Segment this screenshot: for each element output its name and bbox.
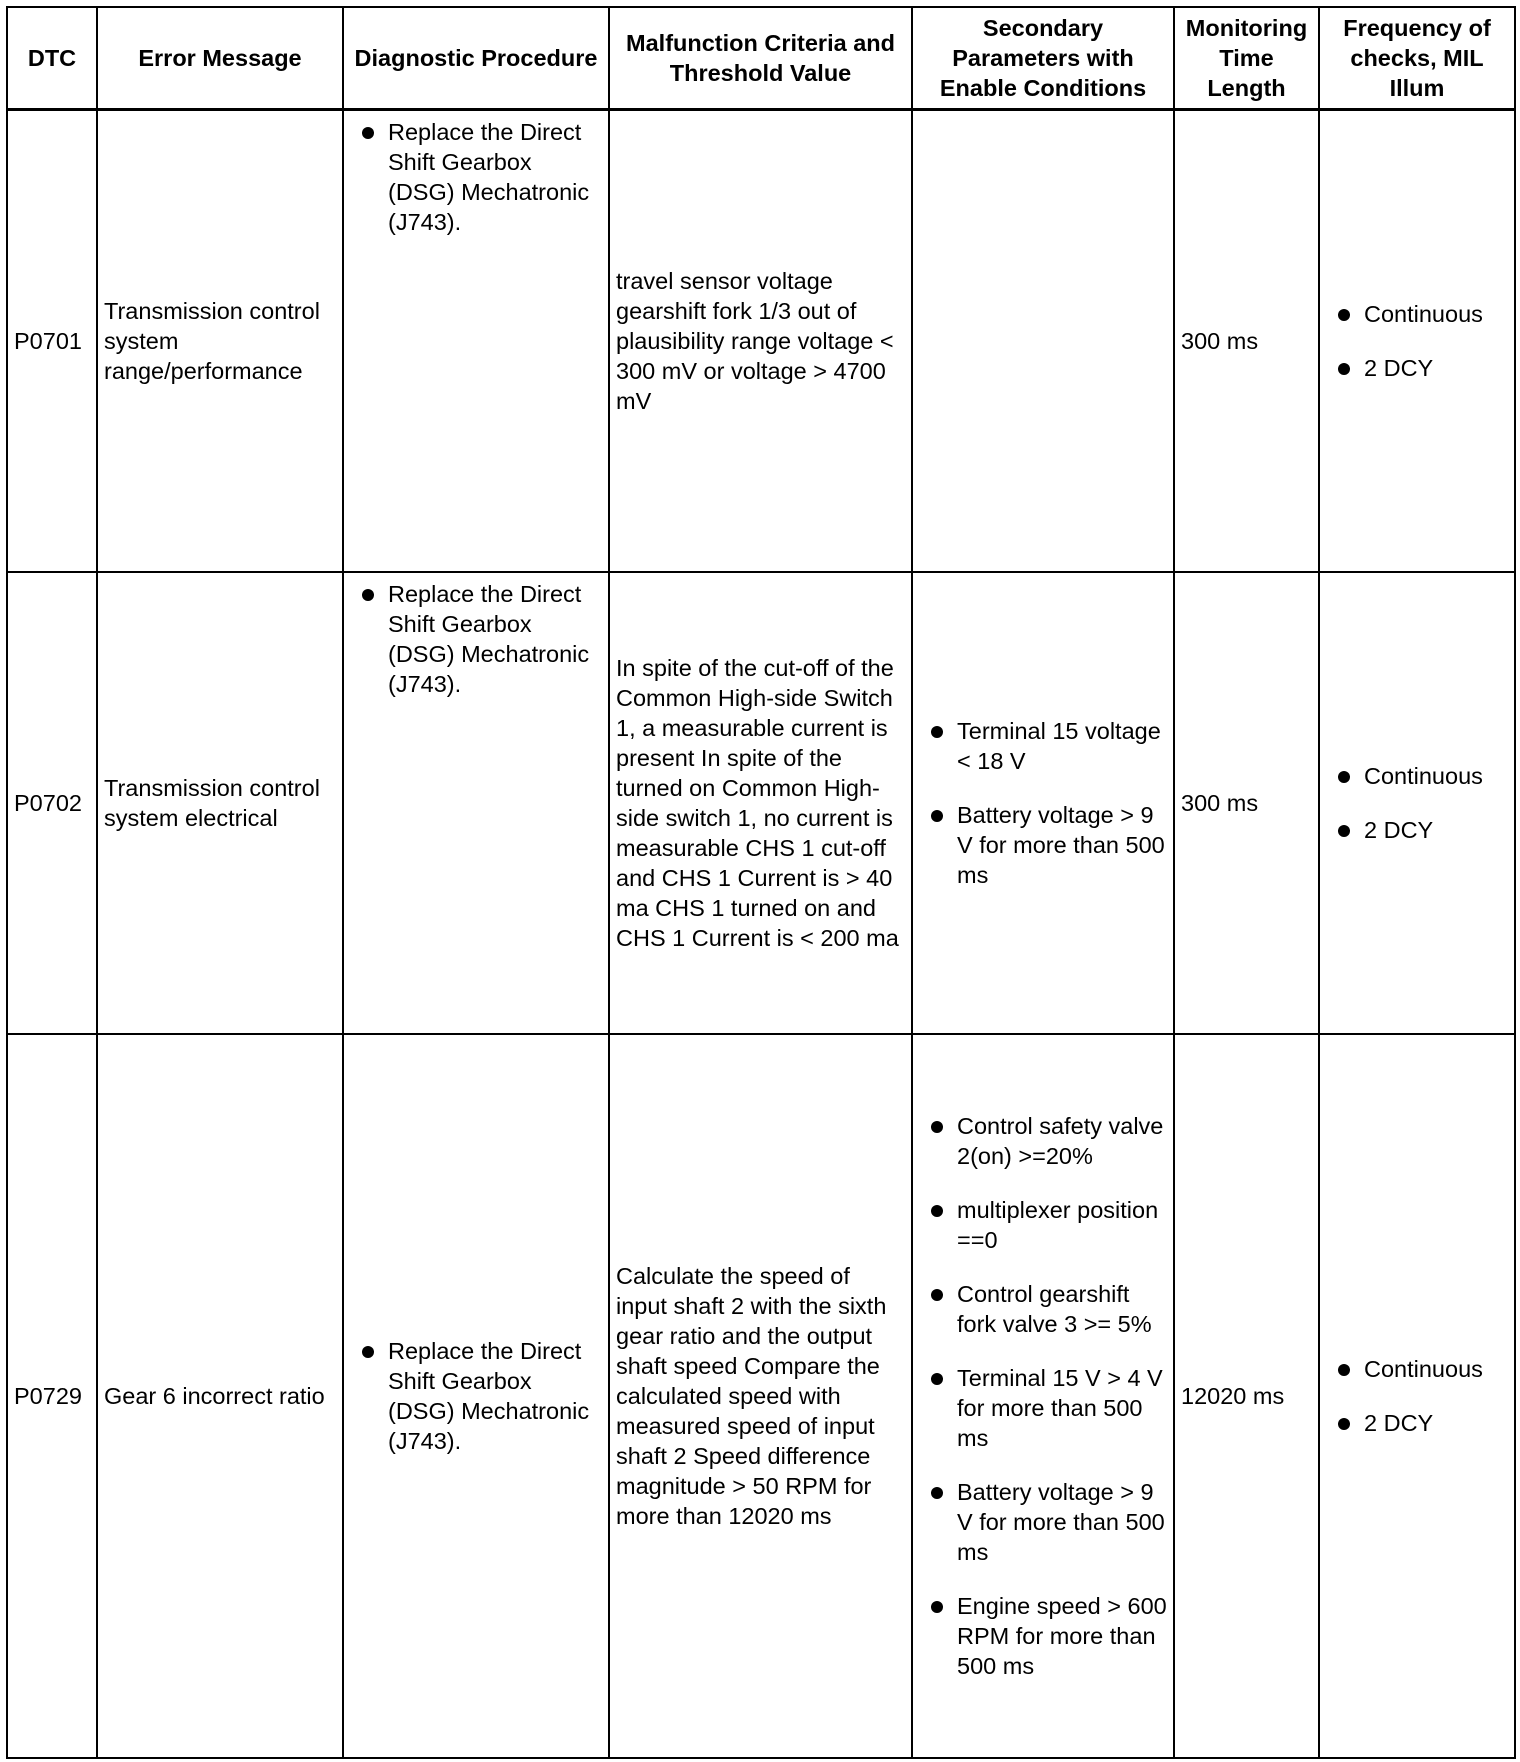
frequency-list — [1326, 761, 1508, 845]
dtc-code: P0729 — [7, 1034, 97, 1758]
error-message: Gear 6 incorrect ratio — [97, 1034, 343, 1758]
list-item: Control gearshift fork valve 3 >= 5% — [919, 1279, 1167, 1339]
frequency — [1319, 110, 1515, 573]
list-item: Battery voltage > 9 V for more than 500 ms — [919, 1477, 1167, 1567]
header-frequency: Frequency of checks, MIL Illum — [1319, 7, 1515, 110]
secondary-parameters — [912, 572, 1174, 1034]
malfunction-criteria: Calculate the speed of input shaft 2 with the sixth gear ratio and the output shaft speed Compare the calculated speed with measured speed of input shaft 2 Speed difference magnitude > 50 RPM for more than 12020 ms — [609, 1034, 912, 1758]
list-item: Continuous — [1326, 1354, 1508, 1384]
diagnostic-procedure — [343, 110, 609, 573]
list-item: Terminal 15 V > 4 V for more than 500 ms — [919, 1363, 1167, 1453]
diagnostic-procedure — [343, 1034, 609, 1758]
list-item: Engine speed > 600 RPM for more than 500 ms — [919, 1591, 1167, 1681]
diagnostic-procedure-list — [350, 117, 602, 237]
monitoring-time: 12020 ms — [1174, 1034, 1319, 1758]
frequency — [1319, 1034, 1515, 1758]
diagnostic-procedure-list — [350, 1336, 602, 1456]
table-header-row — [7, 7, 1515, 110]
dtc-code: P0702 — [7, 572, 97, 1034]
list-item: 2 DCY — [1326, 815, 1508, 845]
dtc-table — [6, 6, 1516, 1759]
malfunction-criteria: travel sensor voltage gearshift fork 1/3 out of plausibility range voltage < 300 mV or voltage > 4700 mV — [609, 110, 912, 573]
error-message: Transmission control system range/performance — [97, 110, 343, 573]
monitoring-time: 300 ms — [1174, 110, 1319, 573]
error-message: Transmission control system electrical — [97, 572, 343, 1034]
list-item: Battery voltage > 9 V for more than 500 ms — [919, 800, 1167, 890]
secondary-parameters-list — [919, 716, 1167, 890]
header-secondary-parameters: Secondary Parameters with Enable Conditions — [912, 7, 1174, 110]
header-error-message: Error Message — [97, 7, 343, 110]
header-dtc: DTC — [7, 7, 97, 110]
header-diagnostic-procedure: Diagnostic Procedure — [343, 7, 609, 110]
table-row — [7, 572, 1515, 1034]
header-malfunction-criteria: Malfunction Criteria and Threshold Value — [609, 7, 912, 110]
secondary-parameters-list — [919, 1111, 1167, 1681]
monitoring-time: 300 ms — [1174, 572, 1319, 1034]
header-monitoring-time: Monitoring Time Length — [1174, 7, 1319, 110]
list-item: Replace the Direct Shift Gearbox (DSG) Mechatronic (J743). — [350, 1336, 602, 1456]
malfunction-criteria: In spite of the cut-off of the Common High-side Switch 1, a measurable current is present In spite of the turned on Common High-side switch 1, no current is measurable CHS 1 cut-off and CHS 1 Current is > 40 ma CHS 1 turned on and CHS 1 Current is < 200 ma — [609, 572, 912, 1034]
list-item: Continuous — [1326, 299, 1508, 329]
frequency-list — [1326, 1354, 1508, 1438]
list-item: Control safety valve 2(on) >=20% — [919, 1111, 1167, 1171]
secondary-parameters — [912, 1034, 1174, 1758]
frequency — [1319, 572, 1515, 1034]
list-item: Replace the Direct Shift Gearbox (DSG) Mechatronic (J743). — [350, 579, 602, 699]
table-row — [7, 110, 1515, 573]
list-item: 2 DCY — [1326, 353, 1508, 383]
list-item: multiplexer position ==0 — [919, 1195, 1167, 1255]
list-item: Terminal 15 voltage < 18 V — [919, 716, 1167, 776]
dtc-code: P0701 — [7, 110, 97, 573]
list-item: Continuous — [1326, 761, 1508, 791]
table-row — [7, 1034, 1515, 1758]
diagnostic-procedure-list — [350, 579, 602, 699]
secondary-parameters — [912, 110, 1174, 573]
diagnostic-procedure — [343, 572, 609, 1034]
list-item: 2 DCY — [1326, 1408, 1508, 1438]
list-item: Replace the Direct Shift Gearbox (DSG) Mechatronic (J743). — [350, 117, 602, 237]
frequency-list — [1326, 299, 1508, 383]
